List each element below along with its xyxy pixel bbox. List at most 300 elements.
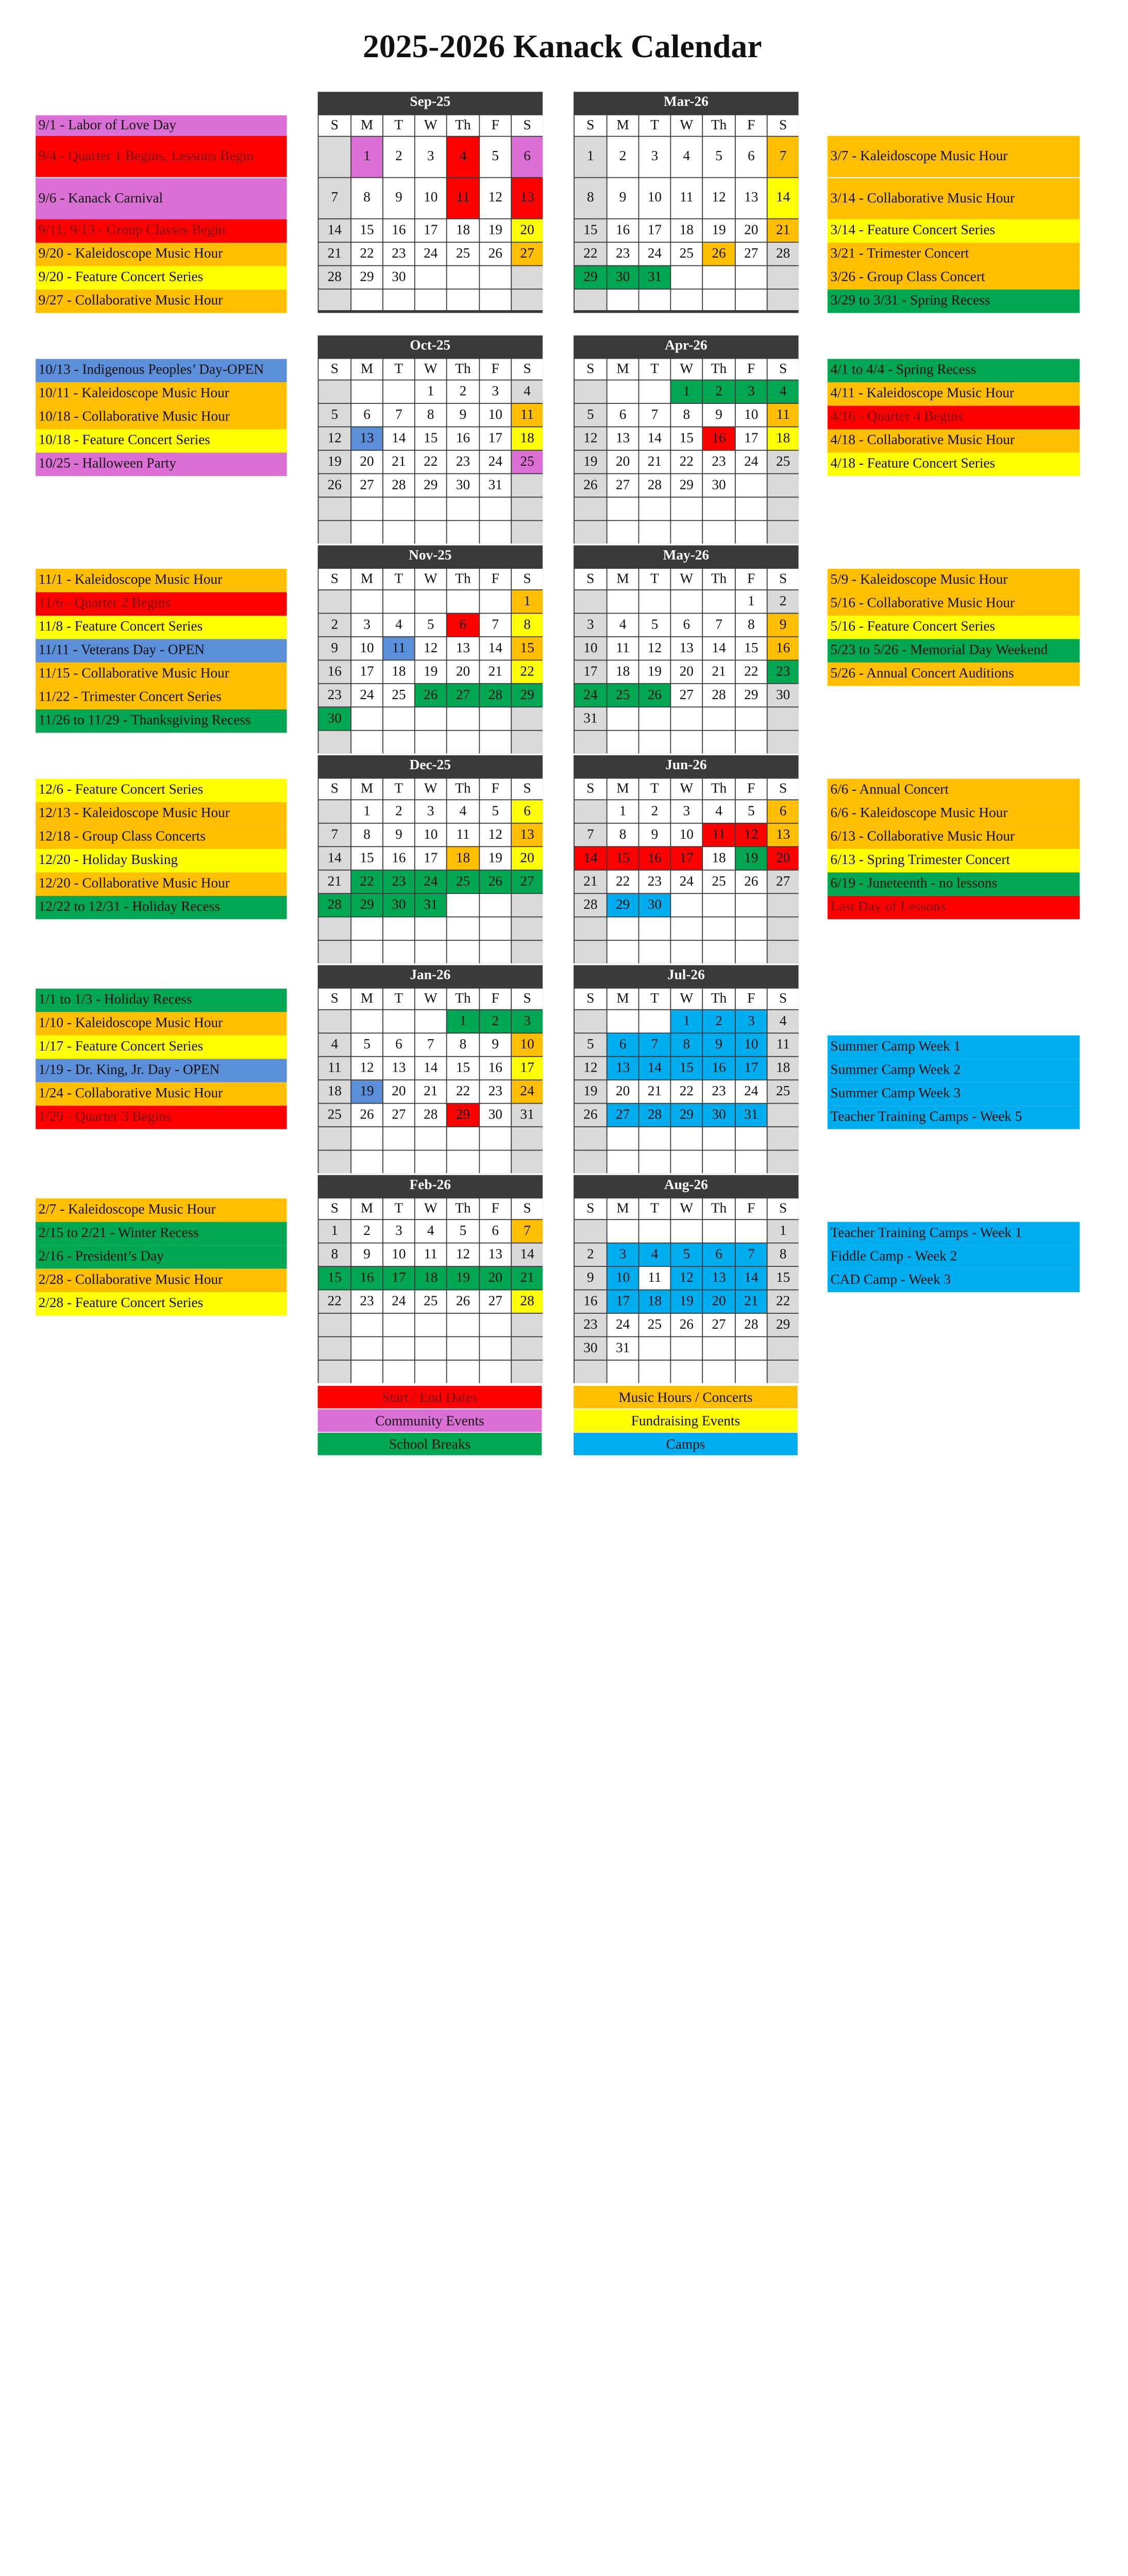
empty-cell	[736, 1337, 767, 1360]
day-cell: 30	[703, 474, 735, 497]
empty-cell	[608, 380, 638, 403]
event-item: 12/20 - Holiday Busking	[36, 849, 287, 872]
day-cell: 18	[447, 847, 479, 870]
event-item: 6/6 - Annual Concert	[828, 778, 1080, 802]
day-cell: 23	[480, 1080, 511, 1103]
weekday-header: W	[671, 359, 702, 380]
day-cell: 17	[736, 427, 767, 450]
event-item: 9/6 - Kanack Carnival	[36, 178, 287, 219]
empty-cell	[447, 266, 479, 289]
day-cell: 26	[351, 1104, 382, 1127]
event-item: 10/18 - Collaborative Music Hour	[36, 406, 287, 429]
day-cell: 21	[639, 1080, 670, 1103]
empty-cell	[415, 290, 446, 310]
event-item: 1/19 - Dr. King, Jr. Day - OPEN	[36, 1059, 287, 1082]
weekday-header: W	[415, 989, 446, 1009]
weekday-header: T	[639, 778, 670, 799]
day-cell: 23	[703, 451, 735, 473]
day-cell: 4	[608, 614, 638, 636]
weekday-header: S	[318, 115, 350, 136]
day-cell: 19	[447, 1267, 479, 1290]
weekday-header: Th	[703, 778, 735, 799]
day-cell: 30	[383, 894, 414, 917]
day-cell: 28	[639, 474, 670, 497]
empty-cell	[639, 1127, 670, 1150]
day-cell: 11	[608, 637, 638, 660]
empty-cell	[383, 1314, 414, 1336]
empty-cell	[415, 1337, 446, 1360]
weekday-header: S	[768, 989, 799, 1009]
day-cell: 24	[383, 1290, 414, 1313]
day-cell: 24	[415, 871, 446, 893]
day-cell: 15	[415, 427, 446, 450]
empty-cell	[736, 707, 767, 730]
day-cell: 6	[512, 137, 543, 177]
day-cell: 18	[639, 1290, 670, 1313]
day-cell: 12	[575, 1057, 607, 1080]
empty-cell	[351, 1337, 382, 1360]
day-cell: 4	[768, 380, 799, 403]
day-cell: 22	[415, 451, 446, 473]
empty-cell	[639, 707, 670, 730]
day-cell: 28	[639, 1104, 670, 1127]
empty-cell	[415, 521, 446, 544]
empty-cell	[575, 1220, 607, 1243]
day-cell: 15	[512, 637, 543, 660]
day-cell: 16	[575, 1290, 607, 1313]
day-cell: 20	[671, 660, 702, 683]
day-cell: 10	[415, 824, 446, 846]
day-cell: 20	[383, 1080, 414, 1103]
weekday-header: M	[608, 569, 638, 589]
day-cell: 2	[703, 380, 735, 403]
empty-cell	[480, 498, 511, 520]
event-item: 12/6 - Feature Concert Series	[36, 778, 287, 802]
day-cell: 12	[639, 637, 670, 660]
empty-cell	[415, 590, 446, 613]
empty-cell	[318, 1337, 350, 1360]
day-cell: 18	[383, 660, 414, 683]
weekday-header: S	[768, 115, 799, 136]
day-cell: 8	[671, 1033, 702, 1056]
empty-cell	[318, 380, 350, 403]
month-calendar	[318, 546, 543, 754]
day-cell: 20	[512, 219, 543, 242]
day-cell: 24	[736, 451, 767, 473]
day-cell: 20	[736, 219, 767, 242]
day-cell: 25	[768, 1080, 799, 1103]
day-cell: 9	[480, 1033, 511, 1056]
day-cell: 7	[415, 1033, 446, 1056]
day-cell: 4	[447, 800, 479, 823]
day-cell: 10	[512, 1033, 543, 1056]
day-cell: 1	[318, 1220, 350, 1243]
day-cell: 15	[671, 427, 702, 450]
day-cell: 15	[736, 637, 767, 660]
empty-cell	[575, 918, 607, 940]
day-cell: 16	[480, 1057, 511, 1080]
day-cell: 21	[318, 243, 350, 265]
day-cell: 23	[447, 451, 479, 473]
empty-cell	[639, 1337, 670, 1360]
event-item: 4/18 - Feature Concert Series	[828, 452, 1080, 476]
event-item: 2/15 to 2/21 - Winter Recess	[36, 1222, 287, 1245]
event-item: 4/16 - Quarter 4 Begins	[828, 406, 1080, 429]
day-cell: 24	[608, 1314, 638, 1336]
empty-cell	[608, 707, 638, 730]
day-cell: 18	[768, 1057, 799, 1080]
empty-cell	[768, 707, 799, 730]
day-cell: 14	[512, 1244, 543, 1266]
empty-cell	[351, 590, 382, 613]
empty-cell	[480, 1127, 511, 1150]
day-cell: 14	[703, 637, 735, 660]
empty-cell	[383, 1150, 414, 1173]
weekday-header: M	[608, 778, 638, 799]
empty-cell	[383, 1361, 414, 1383]
empty-cell	[351, 731, 382, 754]
weekday-header: F	[480, 1198, 511, 1219]
empty-cell	[736, 1220, 767, 1243]
day-cell: 27	[768, 871, 799, 893]
empty-cell	[703, 894, 735, 917]
event-item: 6/13 - Collaborative Music Hour	[828, 825, 1080, 849]
weekday-header: W	[671, 778, 702, 799]
day-cell: 30	[768, 684, 799, 707]
empty-cell	[318, 1127, 350, 1150]
empty-cell	[447, 590, 479, 613]
day-cell: 4	[318, 1033, 350, 1056]
day-cell: 18	[671, 219, 702, 242]
day-cell: 10	[383, 1244, 414, 1266]
empty-cell	[480, 918, 511, 940]
empty-cell	[318, 800, 350, 823]
day-cell: 25	[768, 451, 799, 473]
day-cell: 3	[639, 137, 670, 177]
day-cell: 10	[639, 178, 670, 218]
day-cell: 29	[575, 266, 607, 289]
empty-cell	[575, 941, 607, 963]
empty-cell	[575, 498, 607, 520]
empty-cell	[351, 941, 382, 963]
event-item: 2/7 - Kaleidoscope Music Hour	[36, 1198, 287, 1222]
weekday-header: W	[415, 569, 446, 589]
day-cell: 24	[480, 451, 511, 473]
day-cell: 23	[351, 1290, 382, 1313]
day-cell: 18	[512, 427, 543, 450]
day-cell: 14	[480, 637, 511, 660]
event-item: 9/11, 9/13 - Group Classes Begin	[36, 219, 287, 243]
weekday-header: Th	[447, 778, 479, 799]
weekday-header: M	[351, 778, 382, 799]
empty-cell	[736, 521, 767, 544]
day-cell: 5	[671, 1244, 702, 1266]
empty-cell	[318, 918, 350, 940]
empty-cell	[768, 1104, 799, 1127]
empty-cell	[415, 941, 446, 963]
day-cell: 15	[447, 1057, 479, 1080]
day-cell: 12	[480, 178, 511, 218]
legend-item: Community Events	[318, 1409, 542, 1432]
empty-cell	[447, 1150, 479, 1173]
event-item: 12/13 - Kaleidoscope Music Hour	[36, 802, 287, 825]
empty-cell	[736, 918, 767, 940]
day-cell: 18	[608, 660, 638, 683]
empty-cell	[415, 918, 446, 940]
day-cell: 2	[383, 800, 414, 823]
empty-cell	[575, 1010, 607, 1033]
day-cell: 21	[768, 219, 799, 242]
month-title: Oct-25	[410, 338, 451, 353]
day-cell: 21	[575, 871, 607, 893]
day-cell: 22	[351, 871, 382, 893]
day-cell: 21	[736, 1290, 767, 1313]
day-cell: 13	[608, 1057, 638, 1080]
weekday-header: F	[736, 989, 767, 1009]
empty-cell	[736, 1150, 767, 1173]
month-title: Jan-26	[410, 968, 451, 983]
event-item: 2/28 - Feature Concert Series	[36, 1292, 287, 1315]
day-cell: 18	[447, 219, 479, 242]
empty-cell	[575, 1361, 607, 1383]
empty-cell	[480, 941, 511, 963]
day-cell: 8	[575, 178, 607, 218]
empty-cell	[512, 1127, 543, 1150]
empty-cell	[671, 266, 702, 289]
day-cell: 3	[415, 137, 446, 177]
day-cell: 27	[736, 243, 767, 265]
weekday-header: M	[351, 359, 382, 380]
weekday-header: Th	[447, 359, 479, 380]
day-cell: 7	[768, 137, 799, 177]
event-item: 11/22 - Trimester Concert Series	[36, 686, 287, 709]
day-cell: 19	[639, 660, 670, 683]
day-cell: 8	[768, 1244, 799, 1266]
empty-cell	[383, 731, 414, 754]
event-item: 3/7 - Kaleidoscope Music Hour	[828, 136, 1080, 177]
day-cell: 11	[671, 178, 702, 218]
day-cell: 27	[447, 684, 479, 707]
empty-cell	[736, 1127, 767, 1150]
empty-cell	[480, 1314, 511, 1336]
day-cell: 6	[608, 404, 638, 427]
event-item: 11/11 - Veterans Day - OPEN	[36, 639, 287, 662]
weekday-header: S	[318, 359, 350, 380]
day-cell: 1	[351, 800, 382, 823]
weekday-header: Th	[447, 115, 479, 136]
day-cell: 2	[639, 800, 670, 823]
event-item: 3/14 - Feature Concert Series	[828, 219, 1080, 243]
weekday-header: S	[768, 359, 799, 380]
day-cell: 20	[512, 847, 543, 870]
empty-cell	[575, 380, 607, 403]
day-cell: 30	[608, 266, 638, 289]
empty-cell	[575, 290, 607, 310]
empty-cell	[512, 1150, 543, 1173]
empty-cell	[447, 521, 479, 544]
empty-cell	[318, 1314, 350, 1336]
empty-cell	[415, 266, 446, 289]
event-item: 10/18 - Feature Concert Series	[36, 429, 287, 452]
day-cell: 13	[447, 637, 479, 660]
day-cell: 28	[480, 684, 511, 707]
empty-cell	[671, 731, 702, 754]
empty-cell	[415, 731, 446, 754]
day-cell: 10	[671, 824, 702, 846]
empty-cell	[480, 731, 511, 754]
weekday-header: M	[351, 115, 382, 136]
day-cell: 9	[383, 824, 414, 846]
event-item: 11/8 - Feature Concert Series	[36, 616, 287, 639]
empty-cell	[318, 521, 350, 544]
day-cell: 24	[512, 1080, 543, 1103]
empty-cell	[736, 474, 767, 497]
day-cell: 27	[608, 474, 638, 497]
day-cell: 19	[575, 1080, 607, 1103]
month-calendar	[574, 335, 799, 544]
weekday-header: M	[608, 989, 638, 1009]
day-cell: 3	[415, 800, 446, 823]
empty-cell	[383, 290, 414, 310]
day-cell: 24	[415, 243, 446, 265]
day-cell: 25	[415, 1290, 446, 1313]
day-cell: 24	[575, 684, 607, 707]
empty-cell	[512, 290, 543, 310]
event-item: 2/16 - President’s Day	[36, 1245, 287, 1268]
day-cell: 3	[736, 380, 767, 403]
day-cell: 17	[480, 427, 511, 450]
day-cell: 2	[480, 1010, 511, 1033]
event-item: 10/25 - Halloween Party	[36, 452, 287, 476]
weekday-header: S	[575, 989, 607, 1009]
empty-cell	[447, 918, 479, 940]
day-cell: 13	[608, 427, 638, 450]
event-item: 1/10 - Kaleidoscope Music Hour	[36, 1012, 287, 1035]
weekday-header: S	[575, 115, 607, 136]
empty-cell	[736, 290, 767, 310]
day-cell: 5	[415, 614, 446, 636]
empty-cell	[703, 707, 735, 730]
day-cell: 9	[383, 178, 414, 218]
day-cell: 12	[318, 427, 350, 450]
day-cell: 6	[383, 1033, 414, 1056]
day-cell: 9	[703, 1033, 735, 1056]
empty-cell	[318, 1361, 350, 1383]
empty-cell	[512, 941, 543, 963]
day-cell: 2	[768, 590, 799, 613]
empty-cell	[736, 1361, 767, 1383]
weekday-header: Th	[703, 1198, 735, 1219]
empty-cell	[383, 521, 414, 544]
empty-cell	[415, 1010, 446, 1033]
day-cell: 17	[383, 1267, 414, 1290]
empty-cell	[639, 290, 670, 310]
weekday-header: T	[383, 359, 414, 380]
event-item: 9/20 - Feature Concert Series	[36, 266, 287, 290]
day-cell: 23	[608, 243, 638, 265]
empty-cell	[480, 266, 511, 289]
day-cell: 11	[768, 1033, 799, 1056]
event-item: 5/16 - Feature Concert Series	[828, 616, 1080, 639]
month-title: Apr-26	[665, 338, 708, 353]
day-cell: 11	[318, 1057, 350, 1080]
month-calendar	[574, 546, 799, 754]
empty-cell	[608, 498, 638, 520]
day-cell: 21	[383, 451, 414, 473]
empty-cell	[768, 941, 799, 963]
month-title: Dec-25	[409, 758, 451, 773]
day-cell: 5	[639, 614, 670, 636]
empty-cell	[512, 474, 543, 497]
day-cell: 31	[415, 894, 446, 917]
weekday-header: W	[671, 569, 702, 589]
day-cell: 22	[608, 871, 638, 893]
day-cell: 10	[480, 404, 511, 427]
day-cell: 6	[480, 1220, 511, 1243]
day-cell: 2	[575, 1244, 607, 1266]
empty-cell	[639, 1150, 670, 1173]
event-item: 1/17 - Feature Concert Series	[36, 1036, 287, 1059]
event-item: 9/1 - Labor of Love Day	[36, 115, 287, 136]
empty-cell	[768, 266, 799, 289]
day-cell: 16	[703, 1057, 735, 1080]
weekday-header: Th	[703, 115, 735, 136]
page-title: 2025-2026 Kanack Calendar	[362, 28, 762, 65]
empty-cell	[447, 498, 479, 520]
day-cell: 31	[736, 1104, 767, 1127]
day-cell: 3	[608, 1244, 638, 1266]
day-cell: 4	[703, 800, 735, 823]
weekday-header: F	[480, 778, 511, 799]
weekday-header: M	[608, 115, 638, 136]
day-cell: 15	[351, 219, 382, 242]
event-item: 12/22 to 12/31 - Holiday Recess	[36, 896, 287, 919]
event-item: 11/1 - Kaleidoscope Music Hour	[36, 569, 287, 592]
empty-cell	[736, 894, 767, 917]
day-cell: 3	[512, 1010, 543, 1033]
day-cell: 1	[512, 590, 543, 613]
day-cell: 27	[512, 871, 543, 893]
day-cell: 11	[447, 824, 479, 846]
empty-cell	[703, 1220, 735, 1243]
day-cell: 1	[671, 380, 702, 403]
day-cell: 19	[671, 1290, 702, 1313]
month-title: Aug-26	[664, 1178, 708, 1193]
empty-cell	[736, 941, 767, 963]
event-item: Summer Camp Week 3	[828, 1082, 1080, 1106]
event-item: 9/4 - Quarter 1 Begins, Lessons Begin	[36, 136, 287, 177]
event-item: 5/16 - Collaborative Music Hour	[828, 592, 1080, 615]
day-cell: 15	[671, 1057, 702, 1080]
empty-cell	[703, 1127, 735, 1150]
day-cell: 16	[318, 660, 350, 683]
empty-cell	[447, 1361, 479, 1383]
day-cell: 11	[383, 637, 414, 660]
event-item: 9/20 - Kaleidoscope Music Hour	[36, 243, 287, 266]
weekday-header: S	[512, 989, 543, 1009]
empty-cell	[351, 1150, 382, 1173]
day-cell: 26	[318, 474, 350, 497]
day-cell: 26	[575, 474, 607, 497]
empty-cell	[480, 290, 511, 310]
day-cell: 13	[480, 1244, 511, 1266]
empty-cell	[447, 894, 479, 917]
day-cell: 16	[608, 219, 638, 242]
day-cell: 30	[639, 894, 670, 917]
month-calendar	[318, 965, 543, 1173]
day-cell: 22	[671, 1080, 702, 1103]
day-cell: 14	[383, 427, 414, 450]
